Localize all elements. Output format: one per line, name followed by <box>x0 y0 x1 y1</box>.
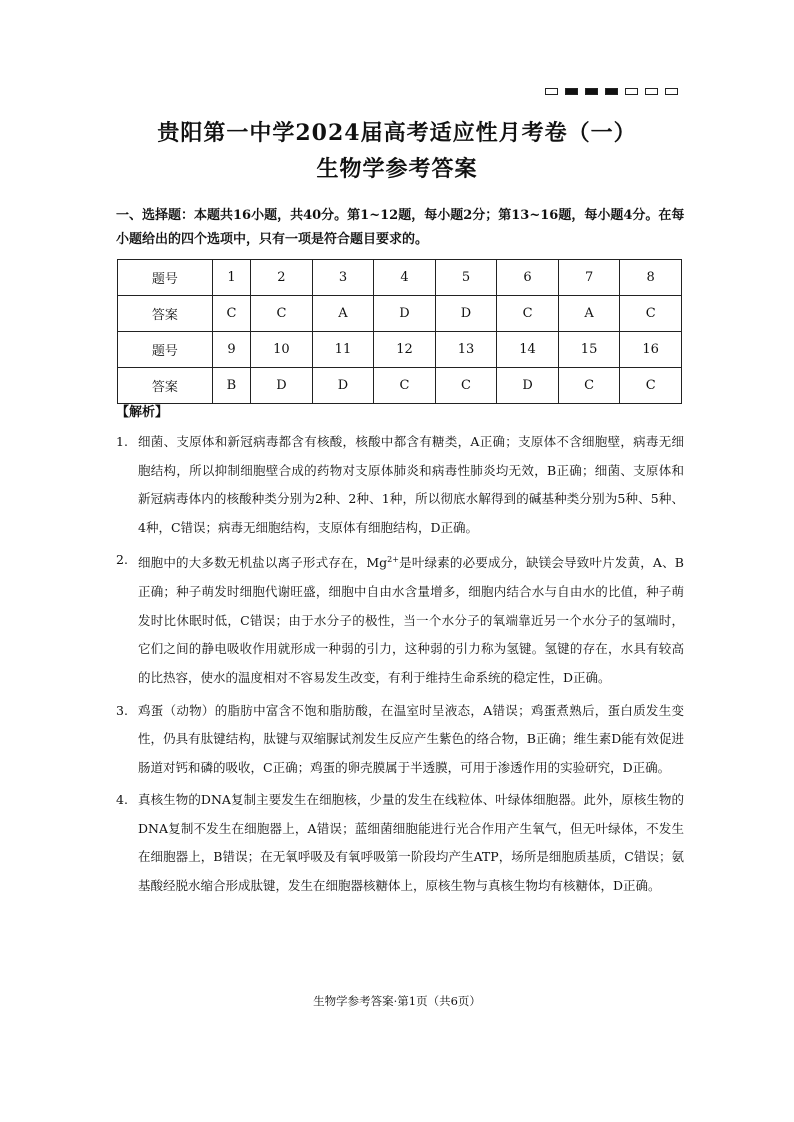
table-cell: 1 <box>212 260 250 296</box>
table-cell: 14 <box>497 332 559 368</box>
page-footer: 生物学参考答案·第1页（共6页） <box>313 994 481 1008</box>
page-marks <box>545 88 678 95</box>
table-cell: C <box>497 296 559 332</box>
table-cell: C <box>558 368 620 404</box>
table-cell: 4 <box>374 260 436 296</box>
item-text: 细菌、支原体和新冠病毒都含有核酸，核酸中都含有糖类，A正确；支原体不含细胞壁，病毒无细胞结构，所以抑制细胞壁合成的药物对支原体肺炎和病毒性肺炎均无效，B正确；细菌、支原体和新冠病毒体内的核酸种类分别为2种、2种、1种，所以彻底水解得到的碱基种类分别为5种、5种、4种，C错误；病毒无细胞结构，支原体有细胞结构，D正确。 <box>138 434 684 535</box>
table-cell: 7 <box>558 260 620 296</box>
table-row <box>118 296 682 332</box>
table-cell: C <box>620 296 682 332</box>
item-text-part: 是叶绿素的必要成分，缺镁会导致叶片发黄，A、B正确；种子萌发时细胞代谢旺盛，细胞中自由水含量增多，细胞内结合水与自由水的比值，种子萌发时比休眠时低，C错误；由于水分子的极性，当一个水分子的氧端靠近另一个水分子的氢端时，它们之间的静电吸收作用就形成一种弱的引力，这种弱的引力称为氢键。氢键的存在，水具有较高的比热容，使水的温度相对不容易发生改变，有利于维持生命系统的稳定性，D正确。 <box>138 555 684 685</box>
table-cell: 12 <box>374 332 436 368</box>
item-text: 鸡蛋（动物）的脂肪中富含不饱和脂肪酸，在温室时呈液态，A错误；鸡蛋煮熟后，蛋白质发生变性，仍具有肽键结构，肽键与双缩脲试剂发生反应产生紫色的络合物，B正确；维生素D能有效促进肠道对钙和磷的吸收，C正确；鸡蛋的卵壳膜属于半透膜，可用于渗透作用的实验研究，D正确。 <box>138 702 684 775</box>
item-number: 2. <box>116 552 128 568</box>
table-cell: 10 <box>251 332 313 368</box>
item-number: 1. <box>116 434 128 449</box>
row-header-cell: 答案 <box>118 368 213 404</box>
table-cell: 8 <box>620 260 682 296</box>
table-cell: B <box>212 368 250 404</box>
list-item <box>116 697 684 783</box>
answer-table <box>117 259 682 404</box>
table-cell: A <box>312 296 374 332</box>
title-block <box>0 116 794 186</box>
row-header-cell: 题号 <box>118 260 213 296</box>
table-cell: 13 <box>435 332 497 368</box>
page-mark <box>625 88 638 95</box>
page-mark <box>605 88 618 95</box>
table-cell: C <box>212 296 250 332</box>
table-cell: D <box>435 296 497 332</box>
table-cell: 16 <box>620 332 682 368</box>
page-mark <box>665 88 678 95</box>
item-text: 真核生物的DNA复制主要发生在细胞核，少量的发生在线粒体、叶绿体细胞器。此外，原核生物的DNA复制不发生在细胞器上，A错误；蓝细菌细胞能进行光合作用产生氧气，但无叶绿体，不发生在细胞器上，B错误；在无氧呼吸及有氧呼吸第一阶段均产生ATP，场所是细胞质基质，C错误；氨基酸经脱水缩合形成肽键，发生在细胞器核糖体上，原核生物与真核生物均有核糖体，D正确。 <box>138 792 684 894</box>
table-cell: D <box>251 368 313 404</box>
table-cell: 5 <box>435 260 497 296</box>
section-heading <box>116 204 686 252</box>
page-mark <box>645 88 658 95</box>
table-cell: C <box>620 368 682 404</box>
list-item <box>116 428 684 542</box>
table-cell: C <box>435 368 497 404</box>
page-title: 贵阳第一中学2024届高考适应性月考卷（一） <box>157 120 637 146</box>
table-cell: D <box>312 368 374 404</box>
table-cell: 6 <box>497 260 559 296</box>
row-header-cell: 答案 <box>118 296 213 332</box>
table-cell: 3 <box>312 260 374 296</box>
table-cell: 11 <box>312 332 374 368</box>
item-text-part: 细胞中的大多数无机盐以离子形式存在，Mg <box>138 555 388 571</box>
page-subtitle: 生物学参考答案 <box>316 156 478 182</box>
analysis-list <box>116 428 684 905</box>
item-number: 3. <box>116 702 128 718</box>
page-mark <box>585 88 598 95</box>
list-item <box>116 786 684 900</box>
table-row <box>118 260 682 296</box>
table-row <box>118 332 682 368</box>
table-cell: D <box>374 296 436 332</box>
list-item <box>116 546 684 692</box>
table-cell: C <box>251 296 313 332</box>
item-text <box>138 546 684 692</box>
table-cell: 9 <box>212 332 250 368</box>
table-cell: 15 <box>558 332 620 368</box>
section-heading-text: 一、选择题：本题共16小题，共40分。第1~12题，每小题2分；第13~16题，每小题4分。在每小题给出的四个选项中，只有一项是符合题目要求的。 <box>116 208 685 247</box>
item-number: 4. <box>116 792 128 808</box>
analysis-title: 【解析】 <box>116 405 169 420</box>
table-cell: 2 <box>251 260 313 296</box>
row-header-cell: 题号 <box>118 332 213 368</box>
table-cell: A <box>558 296 620 332</box>
table-cell: C <box>374 368 436 404</box>
table-row <box>118 368 682 404</box>
superscript: 2+ <box>387 555 399 565</box>
page-mark <box>565 88 578 95</box>
table-cell: D <box>497 368 559 404</box>
page-mark <box>545 88 558 95</box>
